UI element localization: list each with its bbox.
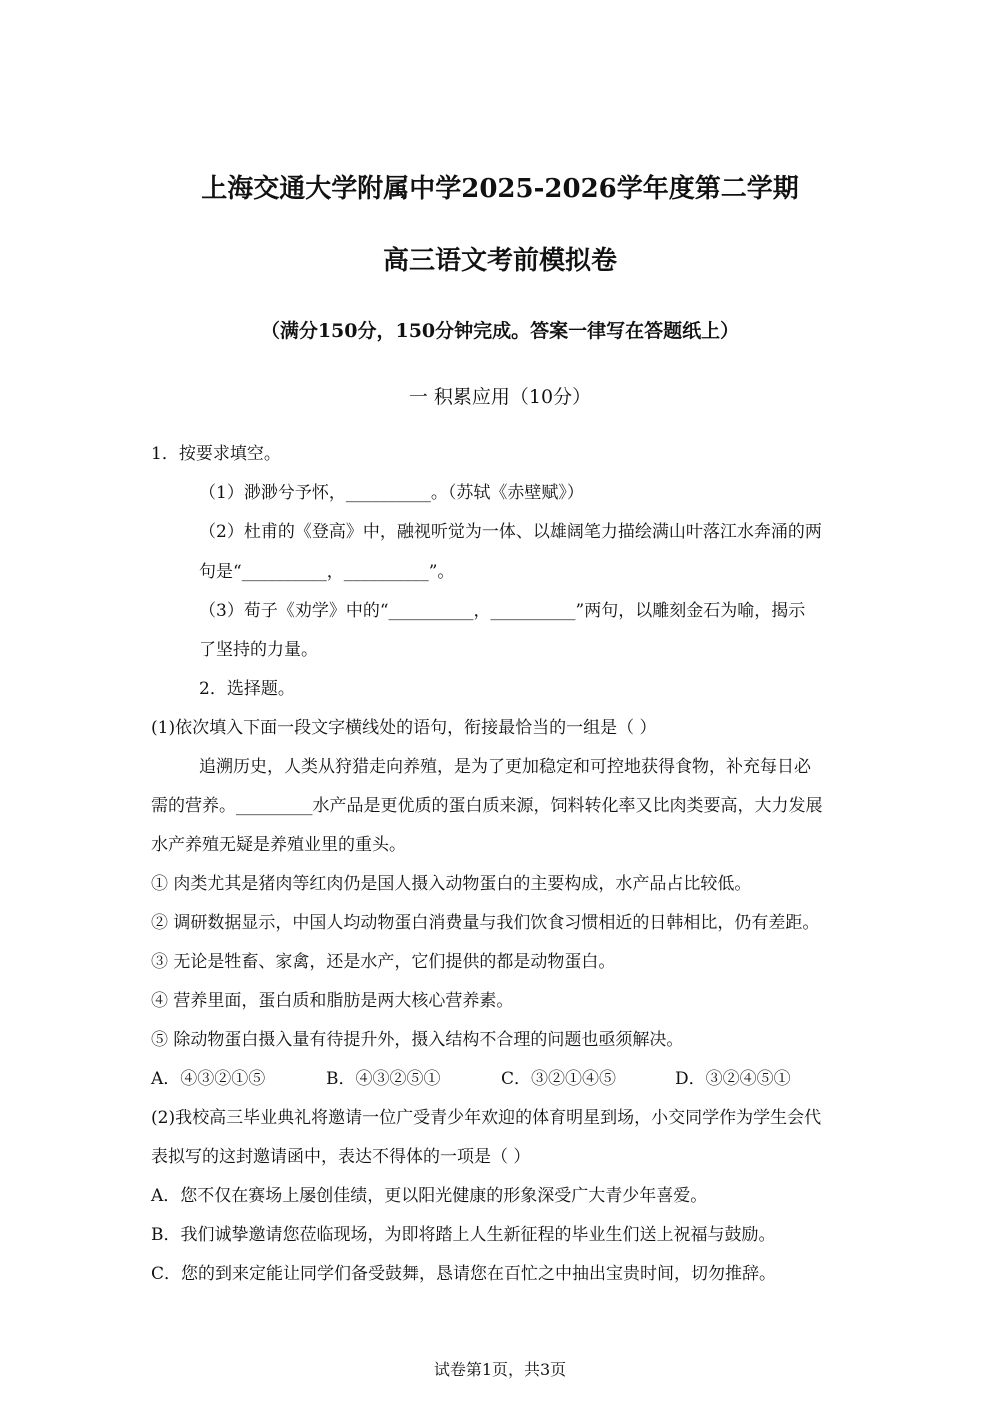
passage-line1: 追溯历史，人类从狩猎走向养殖，是为了更加稳定和可控地获得食物，补充每日必 [199, 757, 811, 777]
passage-line2: 需的营养。_________水产品是更优质的蛋白质来源，饲料转化率又比肉类要高，大力发展 [151, 796, 823, 816]
question-2-stem: 2．选择题。 [199, 679, 295, 699]
question-1-sub3-line2: 了坚持的力量。 [199, 640, 318, 660]
choice-options-row [151, 1064, 851, 1088]
exam-title-line2: 高三语文考前模拟卷 [382, 246, 617, 276]
question-1-sub2-line2: 句是“__________，__________”。 [199, 562, 455, 582]
question-2-2-option-c[interactable]: C．您的到来定能让同学们备受鼓舞，恳请您在百忙之中抽出宝贵时间，切勿推辞。 [151, 1264, 777, 1284]
section-heading: 一 积累应用（10分） [408, 386, 592, 408]
question-2-2-option-b[interactable]: B．我们诚挚邀请您莅临现场，为即将踏上人生新征程的毕业生们送上祝福与鼓励。 [151, 1225, 776, 1245]
question-1-sub2-line1: （2）杜甫的《登高》中，融视听觉为一体、以雄阔笔力描绘满山叶落江水奔涌的两 [199, 522, 822, 542]
passage-line3: 水产养殖无疑是养殖业里的重头。 [151, 835, 406, 855]
sentence-item-3: ③ 无论是牲畜、家禽，还是水产，它们提供的都是动物蛋白。 [151, 952, 616, 972]
choice-option-a[interactable]: A．④③②①⑤ [151, 1069, 266, 1089]
choice-option-d[interactable]: D．③②④⑤① [675, 1069, 791, 1089]
question-1-sub1: （1）渺渺兮予怀，__________。（苏轼《赤壁赋》） [199, 483, 584, 503]
page-footer: 试卷第1页，共3页 [433, 1360, 567, 1379]
question-2-1-stem: (1)依次填入下面一段文字横线处的语句，衔接最恰当的一组是（ ） [151, 718, 657, 738]
choice-option-c[interactable]: C．③②①④⑤ [501, 1069, 617, 1089]
sentence-item-5: ⑤ 除动物蛋白摄入量有待提升外，摄入结构不合理的问题也亟须解决。 [151, 1030, 684, 1050]
sentence-item-2: ② 调研数据显示，中国人均动物蛋白消费量与我们饮食习惯相近的日韩相比，仍有差距。 [151, 913, 820, 933]
question-2-2-stem-line1: (2)我校高三毕业典礼将邀请一位广受青少年欢迎的体育明星到场，小交同学作为学生会代 [151, 1108, 822, 1128]
question-1-sub3-line1: （3）荀子《劝学》中的“__________，__________”两句，以雕刻金石为喻，揭示 [199, 601, 806, 621]
choice-option-b[interactable]: B．④③②⑤① [326, 1069, 441, 1089]
sentence-item-1: ① 肉类尤其是猪肉等红肉仍是国人摄入动物蛋白的主要构成，水产品占比较低。 [151, 874, 752, 894]
exam-note: （满分150分，150分钟完成。答案一律写在答题纸上） [260, 320, 740, 342]
question-2-2-option-a[interactable]: A．您不仅在赛场上屡创佳绩，更以阳光健康的形象深受广大青少年喜爱。 [151, 1186, 708, 1206]
question-2-2-stem-line2: 表拟写的这封邀请函中，表达不得体的一项是（ ） [151, 1147, 531, 1167]
exam-title-line1: 上海交通大学附属中学2025-2026学年度第二学期 [201, 174, 799, 204]
sentence-item-4: ④ 营养里面，蛋白质和脂肪是两大核心营养素。 [151, 991, 514, 1011]
question-1-stem: 1．按要求填空。 [151, 444, 281, 464]
